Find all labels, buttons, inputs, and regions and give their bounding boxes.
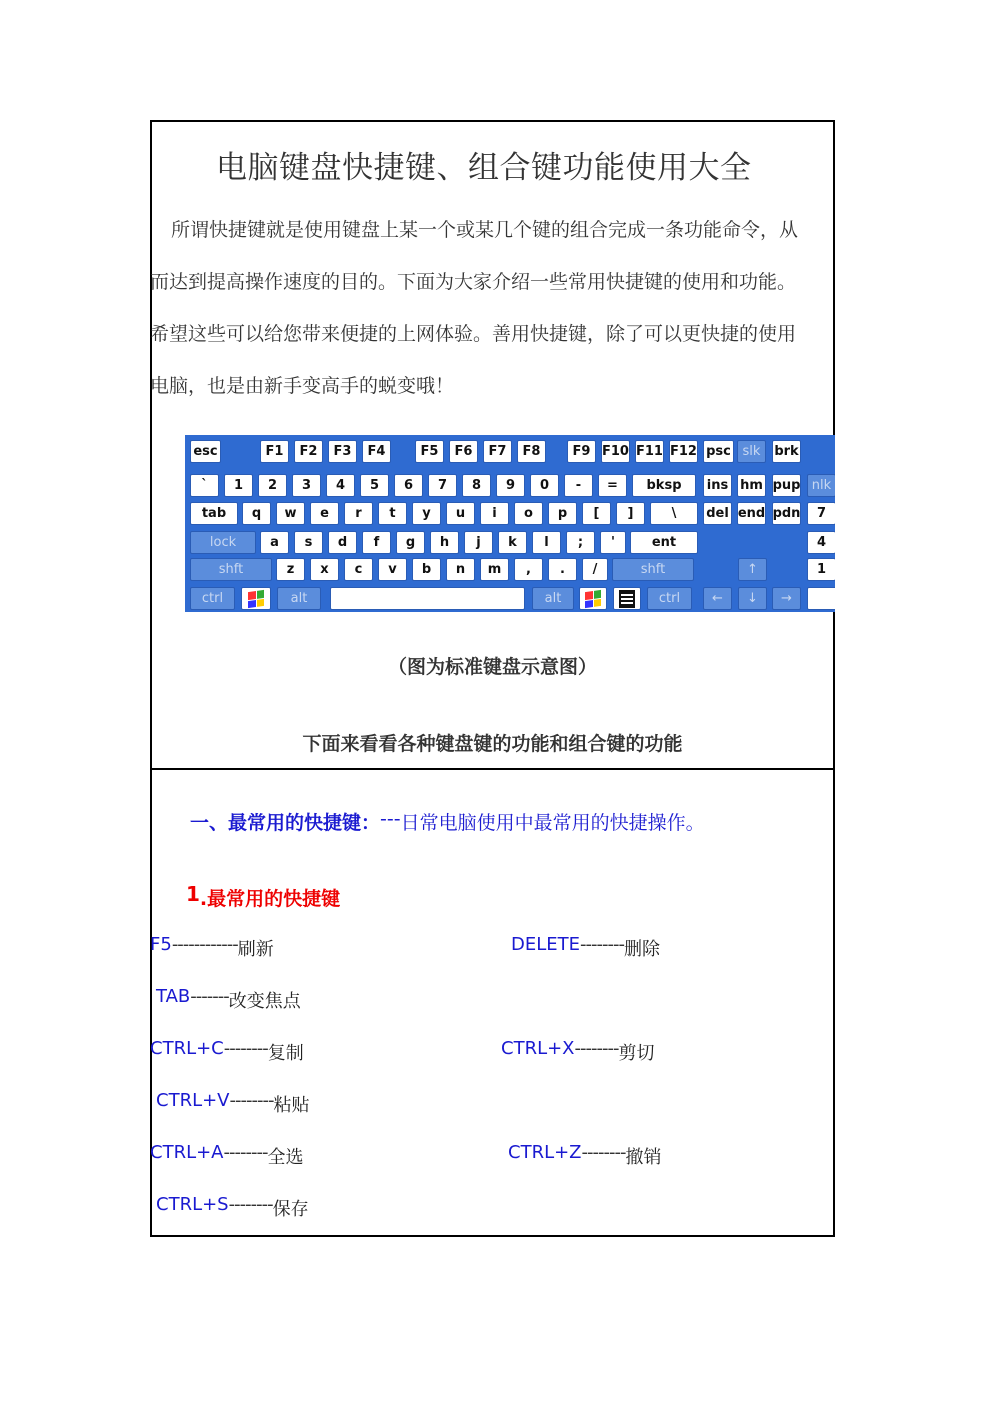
shortcut-dash: --------: [228, 1194, 273, 1215]
section-intro: 下面来看看各种键盘键的功能和组合键的功能: [302, 733, 683, 755]
key-b: b: [412, 558, 441, 581]
key-del: del: [703, 502, 732, 525]
key-j: j: [464, 531, 493, 554]
key-F6: F6: [449, 440, 478, 463]
section-heading-desc: 日常电脑使用中最常用的快捷操作。: [400, 812, 705, 834]
key-a: a: [260, 531, 289, 554]
shortcut-key: CTRL+X: [501, 1038, 575, 1059]
key-F4: F4: [362, 440, 391, 463]
key-v: v: [378, 558, 407, 581]
key-e: e: [310, 502, 339, 525]
shortcut-dash: --------: [229, 1090, 274, 1111]
shortcut-dash: --------: [580, 934, 624, 955]
key-lock: lock: [190, 531, 256, 554]
key-pup: pup: [772, 474, 801, 497]
key-brk: brk: [772, 440, 801, 463]
windows-logo-icon: [585, 589, 601, 607]
key-i: i: [480, 502, 509, 525]
intro-line: 电脑，也是由新手变高手的蜕变哦！: [150, 375, 455, 397]
shortcut-key: CTRL+C: [150, 1038, 224, 1059]
shortcut-item: [511, 934, 660, 961]
key-q: q: [242, 502, 271, 525]
key-y: y: [412, 502, 441, 525]
section-heading-title: 一、最常用的快捷键：: [190, 812, 381, 834]
key-d: d: [328, 531, 357, 554]
key-ent: ent: [630, 531, 698, 554]
shortcut-item: [156, 986, 301, 1013]
shortcut-label: 刷新: [237, 939, 274, 960]
key-ctrl: ctrl: [647, 587, 692, 610]
shortcut-key: CTRL+Z: [508, 1142, 582, 1163]
key-bksp: bksp: [632, 474, 696, 497]
shortcut-label: 撤销: [625, 1147, 662, 1168]
key-1: 1: [807, 558, 835, 581]
key-F9: F9: [567, 440, 596, 463]
key-o: o: [514, 502, 543, 525]
shortcut-label: 剪切: [618, 1043, 655, 1064]
key-9: 9: [496, 474, 525, 497]
shortcut-key: DELETE: [511, 934, 581, 955]
key-space: [330, 587, 525, 610]
shortcut-dash: --------: [223, 1142, 268, 1163]
key-r: r: [344, 502, 373, 525]
key-ins: ins: [703, 474, 732, 497]
key-g: g: [396, 531, 425, 554]
key-tab: tab: [190, 502, 238, 525]
key-psc: psc: [703, 440, 734, 463]
key-t: t: [378, 502, 407, 525]
shortcut-key: F5: [150, 934, 172, 955]
key-shft: shft: [190, 558, 272, 581]
shortcut-key: CTRL+S: [156, 1194, 229, 1215]
key-7: 7: [428, 474, 457, 497]
key-7: 7: [807, 502, 835, 525]
shortcut-item: [156, 1090, 309, 1117]
shortcut-dash: --------: [574, 1038, 619, 1059]
key-F1: F1: [260, 440, 289, 463]
shortcut-label: 粘贴: [273, 1095, 310, 1116]
key-pdn: pdn: [772, 502, 801, 525]
key-w: w: [276, 502, 305, 525]
key-z: z: [276, 558, 305, 581]
shortcut-label: 全选: [267, 1147, 304, 1168]
intro-paragraph: [150, 204, 835, 412]
key-8: 8: [462, 474, 491, 497]
shortcut-dash: --------: [581, 1142, 626, 1163]
subsection-heading: [186, 882, 340, 911]
key-=: =: [598, 474, 627, 497]
shortcut-item: [150, 934, 274, 961]
key-f: f: [362, 531, 391, 554]
shortcut-dash: -------: [190, 986, 229, 1007]
shortcut-label: 复制: [267, 1043, 304, 1064]
key-F2: F2: [294, 440, 323, 463]
key-x: x: [310, 558, 339, 581]
shortcut-key: CTRL+V: [156, 1090, 230, 1111]
key-n: n: [446, 558, 475, 581]
key-p: p: [548, 502, 577, 525]
shortcut-dash: ------------: [171, 934, 238, 955]
key-l: l: [532, 531, 561, 554]
key--: -: [564, 474, 593, 497]
shortcut-key: TAB: [156, 986, 191, 1007]
figure-caption: （图为标准键盘示意图）: [387, 656, 597, 678]
windows-key: [579, 587, 607, 610]
shortcut-key: CTRL+A: [150, 1142, 224, 1163]
key-': ': [600, 531, 626, 554]
windows-key: [241, 587, 271, 610]
subsection-title: .最常用的快捷键: [199, 888, 341, 910]
intro-line: 而达到提高操作速度的目的。下面为大家介绍一些常用快捷键的使用和功能。: [150, 271, 797, 293]
key-2: 2: [258, 474, 287, 497]
key-end: end: [737, 502, 766, 525]
shortcut-dash: --------: [223, 1038, 268, 1059]
key-ctrl: ctrl: [190, 587, 235, 610]
page-title: 电脑键盘快捷键、组合键功能使用大全: [216, 150, 752, 186]
section-heading-dashes: ---: [380, 808, 401, 830]
shortcut-item: [156, 1194, 309, 1221]
key-esc: esc: [190, 440, 221, 463]
key-alt: alt: [532, 587, 574, 610]
shortcut-label: 改变焦点: [228, 991, 301, 1012]
key-4: 4: [326, 474, 355, 497]
key-nlk: nlk: [807, 474, 835, 497]
menu-key-icon: [619, 590, 635, 608]
key-hm: hm: [737, 474, 766, 497]
shortcut-item: [508, 1142, 661, 1169]
key-↑: ↑: [738, 558, 767, 581]
key-;: ;: [566, 531, 595, 554]
key-.: .: [548, 558, 577, 581]
key-m: m: [480, 558, 509, 581]
key-F5: F5: [415, 440, 444, 463]
key-]: ]: [616, 502, 645, 525]
key-,: ,: [514, 558, 543, 581]
key-F3: F3: [328, 440, 357, 463]
key-4: 4: [807, 531, 835, 554]
key-shft: shft: [612, 558, 694, 581]
key-down: ↓: [738, 587, 767, 610]
key-3: 3: [292, 474, 321, 497]
key-6: 6: [394, 474, 423, 497]
shortcut-label: 删除: [623, 939, 660, 960]
key-0: 0: [530, 474, 559, 497]
key-1: 1: [224, 474, 253, 497]
windows-logo-icon: [248, 589, 264, 607]
key-F7: F7: [483, 440, 512, 463]
key-right: →: [772, 587, 801, 610]
key-`: `: [190, 474, 219, 497]
key-slk: slk: [737, 440, 766, 463]
subsection-number: 1: [186, 882, 200, 906]
key-s: s: [294, 531, 323, 554]
keyboard-diagram: [185, 435, 835, 612]
key-F10: F10: [601, 440, 630, 463]
key-\: \: [650, 502, 698, 525]
key-alt: alt: [277, 587, 321, 610]
key-F11: F11: [635, 440, 664, 463]
key-5: 5: [360, 474, 389, 497]
key-left: ←: [703, 587, 732, 610]
key-c: c: [344, 558, 373, 581]
intro-line: 希望这些可以给您带来便捷的上网体验。善用快捷键，除了可以更快捷的使用: [150, 323, 797, 345]
key-k: k: [498, 531, 527, 554]
intro-line: 所谓快捷键就是使用键盘上某一个或某几个键的组合完成一条功能命令，从: [171, 219, 799, 241]
key-u: u: [446, 502, 475, 525]
shortcut-item: [501, 1038, 654, 1065]
section-heading: [190, 808, 705, 835]
shortcut-label: 保存: [272, 1199, 309, 1220]
menu-key: [613, 587, 641, 610]
key-F8: F8: [517, 440, 546, 463]
key-F12: F12: [669, 440, 698, 463]
shortcut-item: [150, 1142, 303, 1169]
shortcut-item: [150, 1038, 304, 1065]
key-[: [: [582, 502, 611, 525]
key-numpad-0: [807, 587, 835, 610]
key-/: /: [582, 558, 608, 581]
key-h: h: [430, 531, 459, 554]
